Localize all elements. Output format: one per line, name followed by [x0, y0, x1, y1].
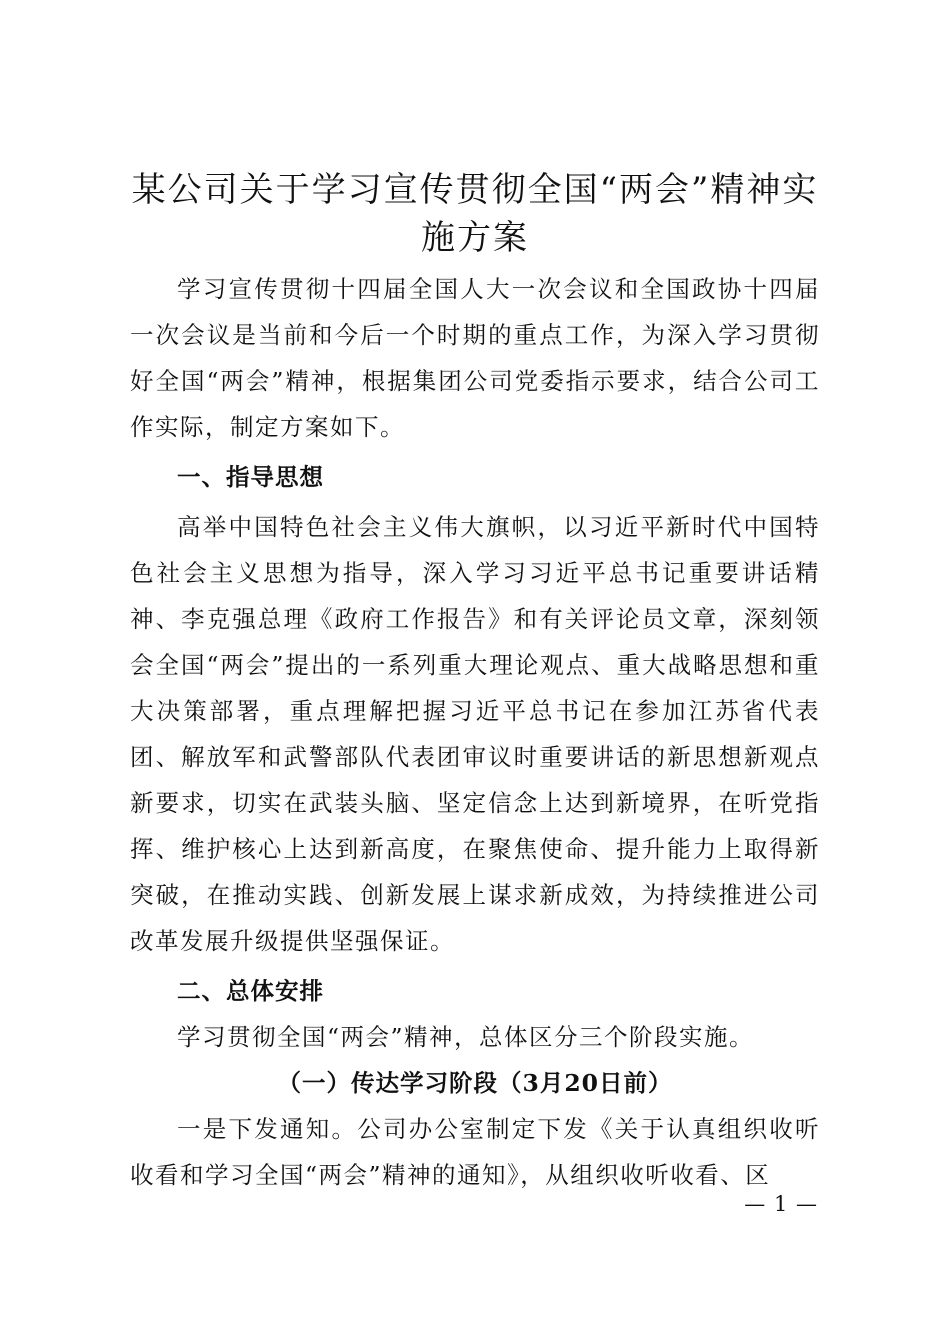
document-body: [130, 266, 820, 1198]
intro-paragraph: 学习宣传贯彻十四届全国人大一次会议和全国政协十四届一次会议是当前和今后一个时期的重点工作，为深入学习贯彻好全国“两会”精神，根据集团公司党委指示要求，结合公司工作实际，制定方案如下。: [130, 275, 820, 441]
document-title: 某公司关于学习宣传贯彻全国“两会”精神实施方案: [131, 170, 819, 258]
subsection-heading-phase-1: （一）传达学习阶段（3月20日前）: [277, 1069, 673, 1097]
section-heading-guiding-thought: 一、指导思想: [177, 463, 324, 491]
page-number: — 1 —: [744, 1192, 818, 1216]
section-body-guiding-thought: 高举中国特色社会主义伟大旗帜，以习近平新时代中国特色社会主义思想为指导，深入学习习近平总书记重要讲话精神、李克强总理《政府工作报告》和有关评论员文章，深刻领会全国“两会”提出的一系列重大理论观点、重大战略思想和重大决策部署，重点理解把握习近平总书记在参加江苏省代表团、解放军和武警部队代表团审议时重要讲话的新思想新观点新要求，切实在武装头脑、坚定信念上达到新境界，在听党指挥、维护核心上达到新高度，在聚焦使命、提升能力上取得新突破，在推动实践、创新发展上谋求新成效，为持续推进公司改革发展升级提供坚强保证。: [130, 513, 820, 955]
subsection-body-phase-1: 一是下发通知。公司办公室制定下发《关于认真组织收听收看和学习全国“两会”精神的通知》，从组织收听收看、区: [130, 1115, 820, 1189]
section-body-overall-arrangement: 学习贯彻全国“两会”精神，总体区分三个阶段实施。: [177, 1023, 755, 1051]
section-heading-overall-arrangement: 二、总体安排: [177, 977, 324, 1005]
